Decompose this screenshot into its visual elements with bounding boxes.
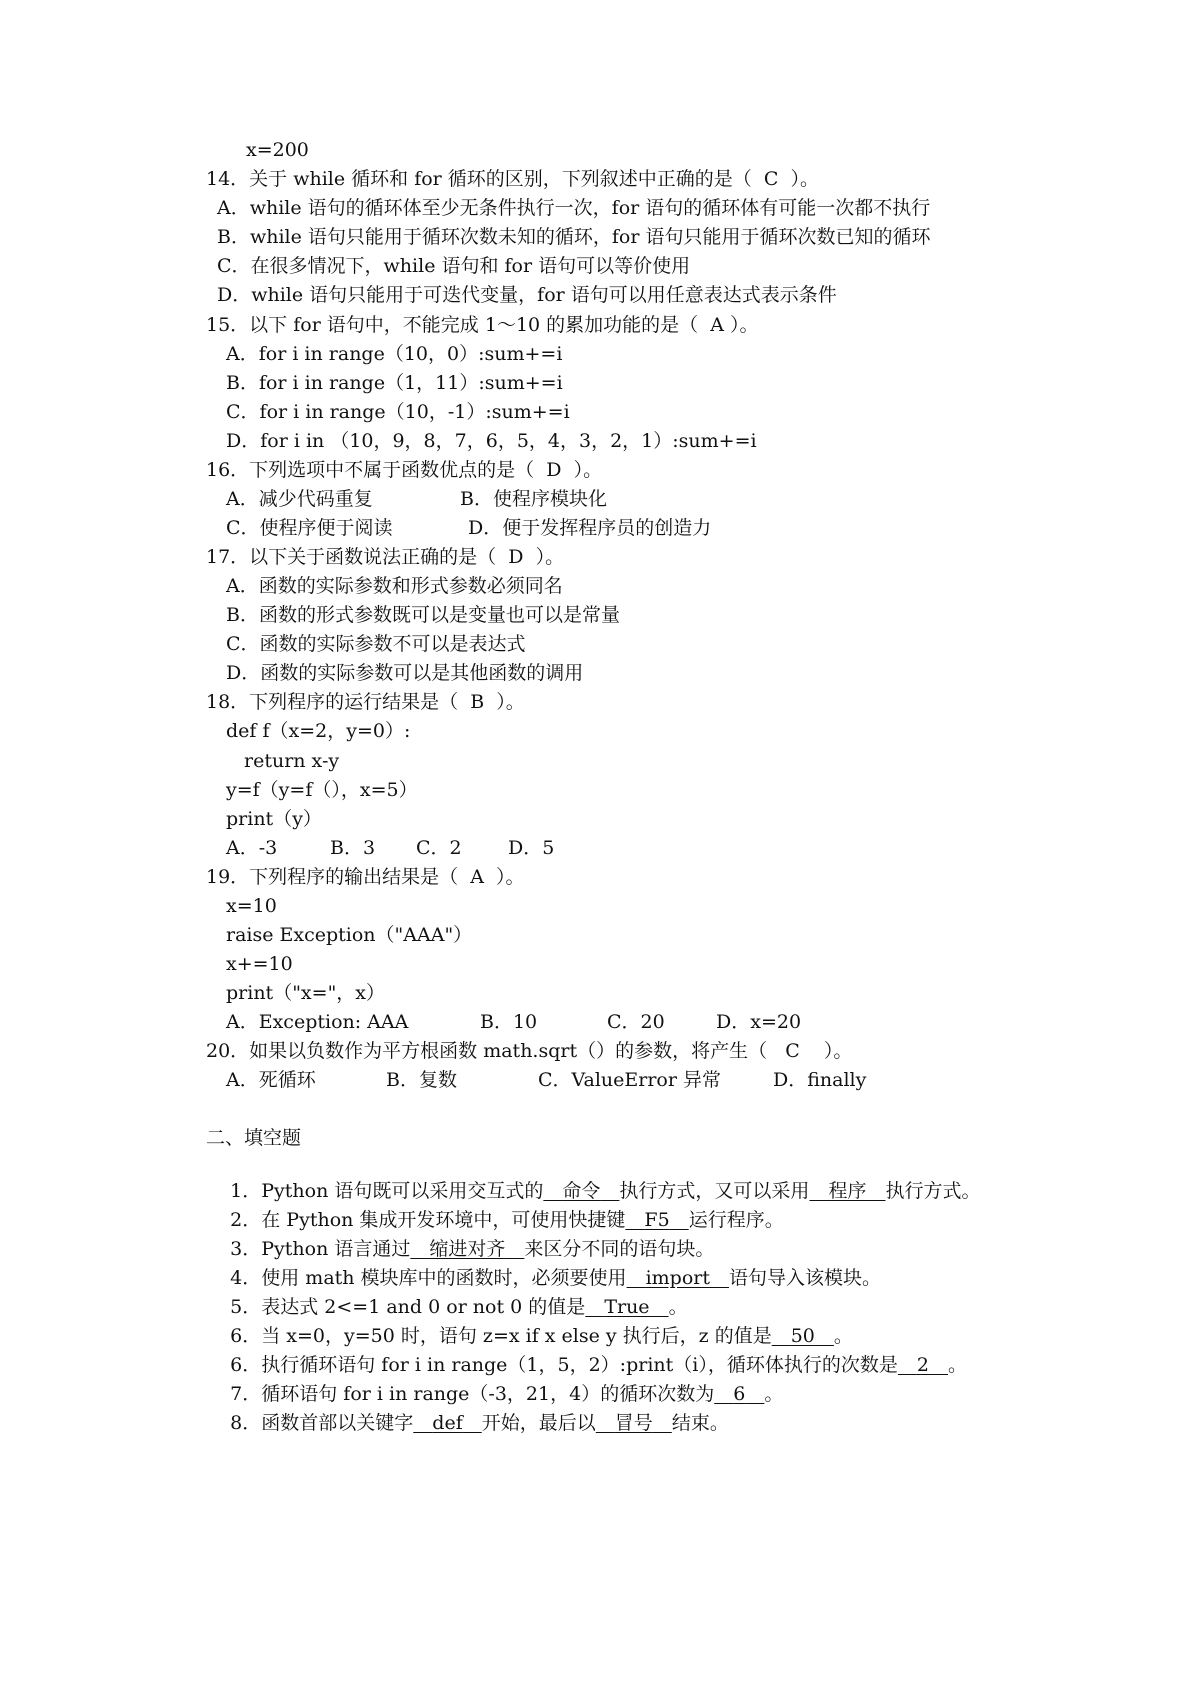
option-d: D．for i in （10，9，8，7，6，5，4，3，2，1）:sum+=i (226, 430, 757, 452)
question-text: 2．在 Python 集成开发环境中，可使用快捷键 (230, 1209, 626, 1231)
answer-blank: 50 (790, 1325, 815, 1347)
question-text: 4．使用 math 模块库中的函数时，必须要使用 (230, 1267, 627, 1289)
option-b: B．10 (480, 1011, 538, 1033)
option-b: B．for i in range（1，11）:sum+=i (226, 372, 563, 394)
option-b: B．复数 (386, 1069, 457, 1091)
option-d: D．x=20 (716, 1011, 802, 1033)
code-line: print（"x="，x） (226, 982, 386, 1004)
question-text: 7．循环语句 for i in range（-3，21，4）的循环次数为 (230, 1383, 715, 1405)
answer-blank: 缩进对齐 (429, 1238, 506, 1260)
option-a: A．while 语句的循环体至少无条件执行一次，for 语句的循环体有可能一次都不执行 (217, 197, 931, 219)
question-20: 20．如果以负数作为平方根函数 math.sqrt（）的参数，将产生（ C ）。 (206, 1040, 853, 1062)
option-a: A．Exception: AAA (226, 1011, 409, 1033)
question-14: 14．关于 while 循环和 for 循环的区别，下列叙述中正确的是（ C ）。 (206, 168, 819, 190)
code-line: x+=10 (226, 953, 293, 975)
question-text: 执行方式，又可以采用 (619, 1180, 810, 1202)
option-a: A．函数的实际参数和形式参数必须同名 (226, 575, 563, 597)
answer-blank: 命令 (562, 1180, 601, 1202)
question-text: 结束。 (671, 1412, 729, 1434)
question-text: 。 (947, 1354, 967, 1376)
question-15: 15．以下 for 语句中，不能完成 1～10 的累加功能的是（ A ）。 (206, 314, 759, 336)
code-line: raise Exception（"AAA"） (226, 924, 473, 946)
option-a: A．减少代码重复 (226, 488, 373, 510)
option-b: B．while 语句只能用于循环次数未知的循环，for 语句只能用于循环次数已知的循环 (217, 226, 931, 248)
question-text: 1．Python 语句既可以采用交互式的 (230, 1180, 544, 1202)
option-a: A．-3 (226, 837, 278, 859)
option-b: B．3 (330, 837, 376, 859)
question-17: 17．以下关于函数说法正确的是（ D ）。 (206, 546, 565, 568)
option-c: C．函数的实际参数不可以是表达式 (226, 633, 526, 655)
answer-blank: def (432, 1412, 463, 1434)
code-line: x=10 (226, 895, 277, 917)
question-18: 18．下列程序的运行结果是（ B ）。 (206, 691, 525, 713)
code-line: y=f（y=f（），x=5） (226, 779, 418, 801)
option-a: A．for i in range（10，0）:sum+=i (226, 343, 563, 365)
option-d: D．函数的实际参数可以是其他函数的调用 (226, 662, 584, 684)
option-c: C．在很多情况下，while 语句和 for 语句可以等价使用 (217, 255, 691, 277)
answer-blank: 冒号 (614, 1412, 653, 1434)
question-text: 。 (764, 1383, 784, 1405)
question-text: 语句导入该模块。 (729, 1267, 882, 1289)
fill-question-9 (206, 1387, 729, 1459)
question-text: 6．当 x=0，y=50 时，语句 z=x if x else y 执行后，z 的值是 (230, 1325, 772, 1347)
option-c: C．2 (416, 837, 462, 859)
section-heading: 二、填空题 (206, 1127, 302, 1149)
question-text: 5．表达式 2<=1 and 0 or not 0 的值是 (230, 1296, 586, 1318)
option-b: B．函数的形式参数既可以是变量也可以是常量 (226, 604, 620, 626)
question-text: 运行程序。 (688, 1209, 784, 1231)
question-text: 执行方式。 (885, 1180, 981, 1202)
question-text: 。 (668, 1296, 688, 1318)
answer-blank: 2 (916, 1354, 929, 1376)
answer-blank: import (645, 1267, 710, 1289)
question-19: 19．下列程序的输出结果是（ A ）。 (206, 866, 525, 888)
option-d: D．5 (508, 837, 555, 859)
option-c: C．使程序便于阅读 (226, 517, 393, 539)
option-d: D．while 语句只能用于可迭代变量，for 语句可以用任意表达式表示条件 (217, 284, 837, 306)
code-line: return x-y (244, 750, 340, 772)
question-text: 8．函数首部以关键字 (230, 1412, 414, 1434)
question-text: 。 (833, 1325, 853, 1347)
question-text: 3．Python 语言通过 (230, 1238, 411, 1260)
answer-blank: 6 (733, 1383, 746, 1405)
question-text: 开始，最后以 (481, 1412, 596, 1434)
question-text: 6．执行循环语句 for i in range（1，5，2）:print（i），循环体执行的次数是 (230, 1354, 898, 1376)
answer-blank: True (604, 1296, 650, 1318)
code-line: x=200 (246, 139, 309, 161)
option-d: D．便于发挥程序员的创造力 (468, 517, 712, 539)
option-c: C．20 (607, 1011, 665, 1033)
answer-blank: 程序 (828, 1180, 867, 1202)
answer-blank: F5 (644, 1209, 670, 1231)
option-b: B．使程序模块化 (460, 488, 607, 510)
code-line: def f（x=2，y=0）: (226, 720, 411, 742)
option-c: C．for i in range（10，-1）:sum+=i (226, 401, 570, 423)
option-d: D．finally (773, 1069, 867, 1091)
question-text: 来区分不同的语句块。 (524, 1238, 715, 1260)
code-line: print（y） (226, 808, 322, 830)
option-a: A．死循环 (226, 1069, 316, 1091)
question-16: 16．下列选项中不属于函数优点的是（ D ）。 (206, 459, 603, 481)
option-c: C．ValueError 异常 (538, 1069, 721, 1091)
